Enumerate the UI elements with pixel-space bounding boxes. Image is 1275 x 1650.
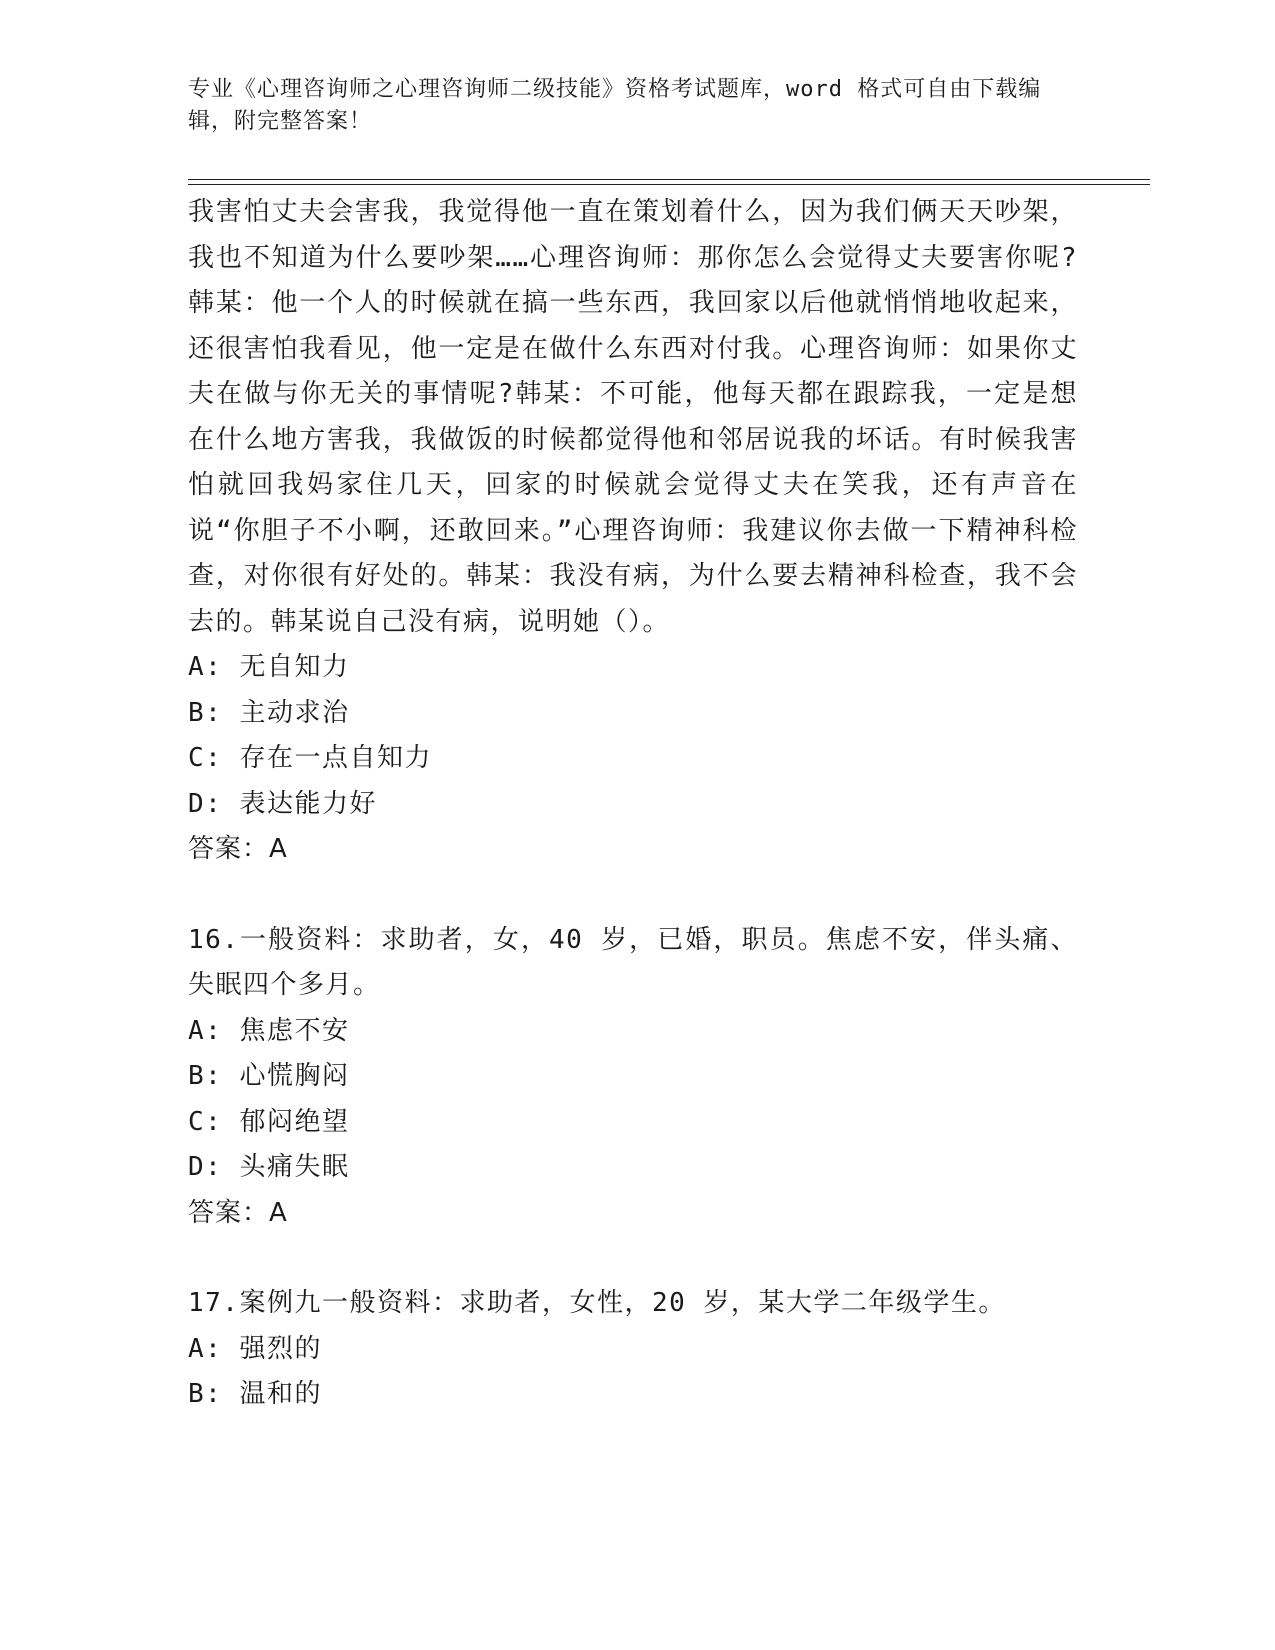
option-text: 头痛失眠 [239, 1152, 350, 1182]
header-title: 专业《心理咨询师之心理咨询师二级技能》资格考试题库，word 格式可自由下载编辑，附完整答案！ [188, 77, 1042, 134]
option-key: D: [188, 1152, 223, 1182]
option-key: C: [188, 1106, 223, 1137]
option-b [188, 1054, 1078, 1100]
option-text: 无自知力 [239, 652, 350, 682]
option-text: 表达能力好 [239, 788, 377, 819]
option-key: A: [188, 1015, 223, 1046]
header-rule-top [188, 179, 1150, 180]
spacer [188, 873, 1078, 918]
question-text: 我害怕丈夫会害我，我觉得他一直在策划着什么，因为我们俩天天吵架，我也不知道为什么要吵架……心理咨询师：那你怎么会觉得丈夫要害你呢?韩某：他一个人的时候就在搞一些东西，我回家以后他就悄悄地收起来，还很害怕我看见，他一定是在做什么东西对付我。心理咨询师：如果你丈夫在做与你无关的事情呢?韩某：不可能，他每天都在跟踪我，一定是想在什么地方害我，我做饭的时候都觉得他和邻居说我的坏话。有时候我害怕就回我妈家住几天，回家的时候就会觉得丈夫在笑我，还有声音在说“你胆子不小啊，还敢回来。”心理咨询师：我建议你去做一下精神科检查，对你很有好处的。韩某：我没有病，为什么要去精神科检查，我不会去的。韩某说自己没有病，说明她（）。 [188, 197, 1078, 637]
option-key: D: [188, 788, 223, 819]
question-17 [188, 1281, 1078, 1418]
option-d [188, 1145, 1078, 1191]
option-text: 心慌胸闷 [239, 1061, 350, 1091]
option-key: B: [188, 1061, 223, 1091]
option-a [188, 1009, 1078, 1055]
question-list [188, 190, 1078, 1418]
option-text: 存在一点自知力 [239, 743, 432, 773]
option-d [188, 782, 1078, 828]
question-text: 16.一般资料：求助者，女，40 岁，已婚，职员。焦虑不安，伴头痛、失眠四个多月。 [188, 924, 1078, 1000]
option-text: 温和的 [239, 1379, 322, 1409]
option-text: 强烈的 [239, 1333, 322, 1364]
option-a [188, 645, 1078, 691]
spacer [188, 1236, 1078, 1281]
question-number: 16. [188, 924, 240, 955]
question-text: 17.案例九一般资料：求助者，女性，20 岁，某大学二年级学生。 [188, 1288, 1006, 1318]
option-b [188, 691, 1078, 737]
question-15 [188, 190, 1078, 873]
option-key: A: [188, 652, 223, 682]
option-c [188, 736, 1078, 782]
option-key: B: [188, 1379, 223, 1409]
answer-label: 答案：A [188, 1197, 288, 1228]
option-key: B: [188, 697, 223, 728]
option-b [188, 1372, 1078, 1418]
option-text: 主动求治 [239, 697, 350, 728]
option-key: C: [188, 743, 223, 773]
header-rule-bottom [188, 184, 1150, 185]
question-16 [188, 918, 1078, 1237]
option-text: 郁闷绝望 [239, 1106, 350, 1137]
option-a [188, 1327, 1078, 1373]
answer-label: 答案：A [188, 834, 288, 864]
option-text: 焦虑不安 [239, 1015, 350, 1046]
option-c [188, 1100, 1078, 1146]
option-key: A: [188, 1333, 223, 1364]
document-header [188, 74, 1068, 138]
question-number: 17. [188, 1288, 240, 1318]
